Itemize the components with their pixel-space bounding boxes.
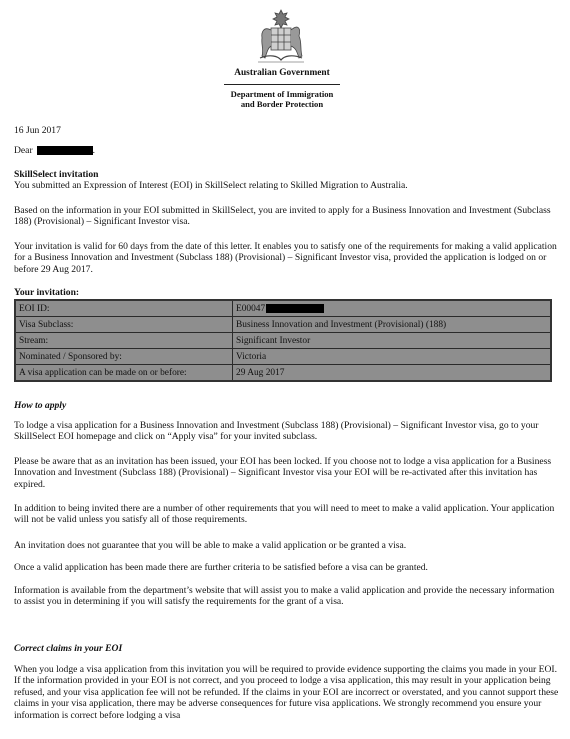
- department-line-1: Department of Immigration: [230, 89, 334, 99]
- salutation-end: .: [92, 145, 96, 156]
- redacted-eoi-id: [266, 304, 324, 313]
- redacted-name: [37, 145, 96, 156]
- letterhead: [0, 6, 570, 109]
- how-to-apply-paragraph-4: An invitation does not guarantee that you will be able to make a valid application or be granted a visa.: [14, 540, 407, 551]
- deadline-value: 29 Aug 2017: [233, 365, 552, 382]
- table-row: [15, 300, 551, 317]
- table-row: [15, 349, 551, 365]
- invitation-heading: Your invitation:: [14, 287, 80, 298]
- nominated-value: Victoria: [233, 349, 552, 365]
- table-row: [15, 317, 551, 333]
- department-name: [200, 89, 364, 109]
- stream-label: Stream:: [15, 333, 233, 349]
- how-to-apply-paragraph-2: Please be aware that as an invitation has been issued, your EOI has been locked. If you choose not to lodge a visa application for a Business Innovation and Investment (Subclass 188) (Provisional) – Significant Investor visa your EOI will be re-activated after this invitation has expired.: [14, 456, 552, 490]
- paragraph-1: You submitted an Expression of Interest (EOI) in SkillSelect relating to Skilled Migration to Australia.: [14, 180, 408, 191]
- eoi-id-cell: [233, 300, 552, 317]
- paragraph-2: Based on the information in your EOI submitted in SkillSelect, you are invited to apply for a Business Innovation and Investment (Subclass 188) (Provisional) – Significant Investor visa.: [14, 205, 551, 228]
- letter-heading: SkillSelect invitation: [14, 169, 99, 180]
- eoi-id-value: E00047: [236, 303, 266, 314]
- salutation: [14, 145, 95, 156]
- deadline-label: A visa application can be made on or before:: [15, 365, 233, 382]
- correct-claims-heading: Correct claims in your EOI: [14, 643, 123, 654]
- invitation-table: [14, 299, 552, 382]
- how-to-apply-heading: How to apply: [14, 400, 67, 411]
- letterhead-divider: [224, 84, 340, 85]
- table-row: [15, 365, 551, 382]
- how-to-apply-paragraph-6: Information is available from the department’s website that will assist you to make a valid application and provide the necessary information to assist you in determining if you will satisfy the requirements for the grant of a visa.: [14, 585, 555, 608]
- how-to-apply-paragraph-3: In addition to being invited there are a number of other requirements that you will need to meet to make a valid application. Your application will not be valid unless you satisfy all of those requirements.: [14, 503, 555, 526]
- visa-subclass-value: Business Innovation and Investment (Provisional) (188): [233, 317, 552, 333]
- salutation-text: Dear: [14, 145, 33, 156]
- australian-coat-of-arms-icon: [252, 6, 310, 66]
- government-name: Australian Government: [234, 68, 330, 78]
- paragraph-3: Your invitation is valid for 60 days from the date of this letter. It enables you to satisfy one of the requirements for making a valid application for a Business Innovation and Investment (Subclass 188) (Provisional) – Significant Investor visa, provided the application is lodged on or before 29 Aug 2017.: [14, 241, 557, 275]
- table-row: [15, 333, 551, 349]
- nominated-label: Nominated / Sponsored by:: [15, 349, 233, 365]
- how-to-apply-paragraph-1: To lodge a visa application for a Business Innovation and Investment (Subclass 188) (Provisional) – Significant Investor visa, go to your SkillSelect EOI homepage and click on “Apply visa” for your invited subclass.: [14, 420, 539, 443]
- how-to-apply-paragraph-5: Once a valid application has been made there are further criteria to be satisfied before a visa can be granted.: [14, 562, 428, 573]
- visa-subclass-label: Visa Subclass:: [15, 317, 233, 333]
- eoi-id-label: EOI ID:: [15, 300, 233, 317]
- stream-value: Significant Investor: [233, 333, 552, 349]
- department-line-2: and Border Protection: [240, 99, 324, 109]
- letter-date: 16 Jun 2017: [14, 125, 61, 136]
- correct-claims-paragraph: When you lodge a visa application from this invitation you will be required to provide evidence supporting the claims you made in your EOI. If the information provided in your EOI is not correct, and you proceed to lodge a visa application, this may result in your application being refused, and your visa application fee will not be refunded. If the claims in your EOI are incorrect or overstated, and you cannot support these claims in your visa application, there may be adverse consequences for future visa applications. We strongly recommend you ensure your information is correct before lodging a visa: [14, 664, 559, 721]
